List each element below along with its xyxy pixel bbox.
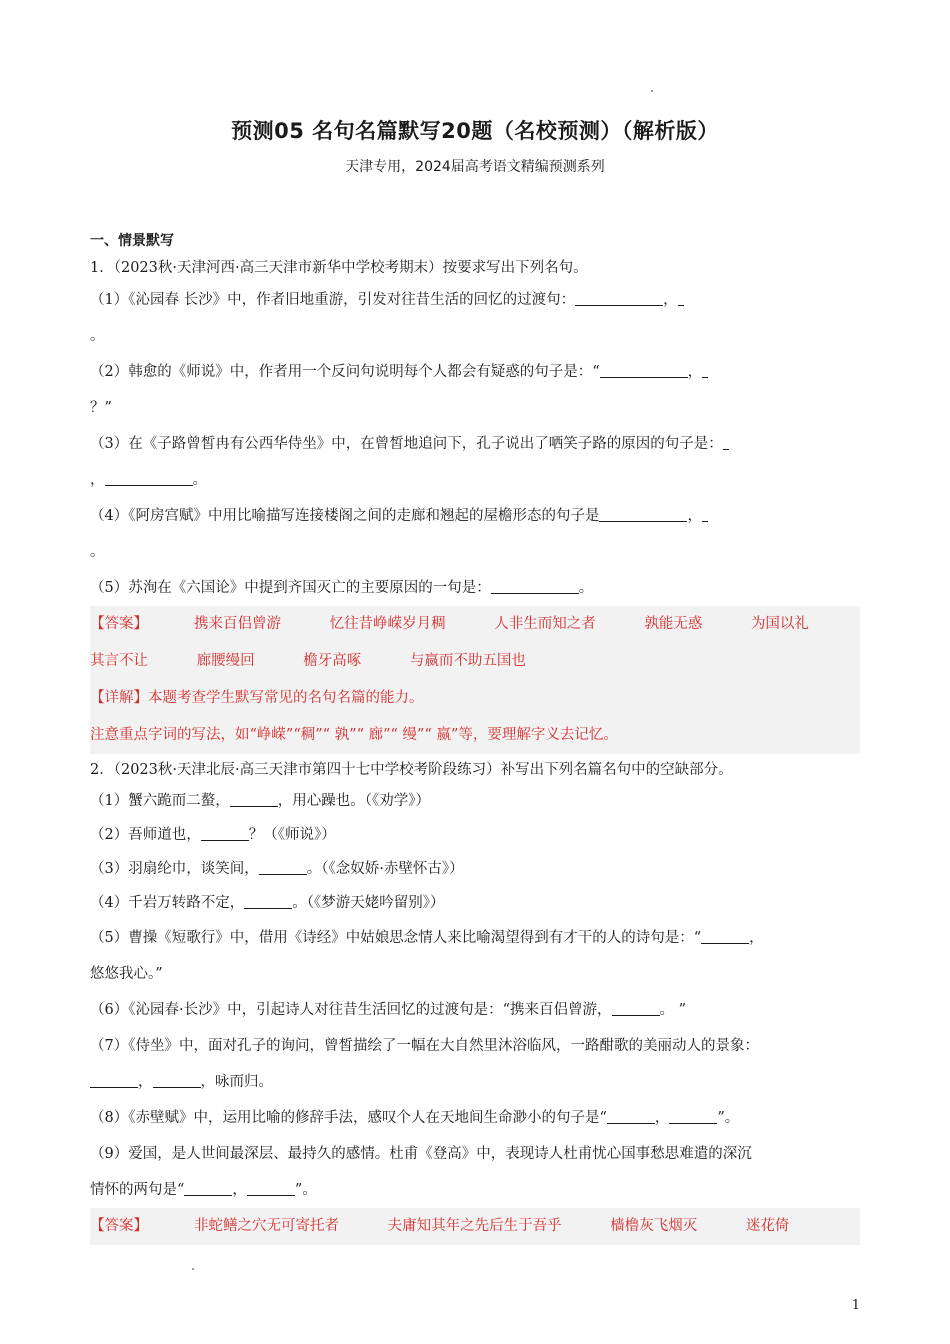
detail-tag: 【详解】 <box>90 690 148 706</box>
question-1-item-4-cont <box>90 534 860 570</box>
answer-blank <box>259 857 307 875</box>
question-2-item-6 <box>90 992 860 1028</box>
answer-blank <box>600 360 688 378</box>
question-1-item-1-cont <box>90 318 860 354</box>
answer-tag: 【答案】 <box>90 1218 148 1234</box>
item-text: 。 <box>90 544 105 560</box>
item-text: （6）《沁园春·长沙》中，引起诗人对往昔生活回忆的过渡句是：“携来百侣曾游， <box>90 1002 612 1018</box>
answer-blank <box>702 504 708 522</box>
answer-blank <box>678 288 684 306</box>
question-2-item-2 <box>90 818 860 852</box>
detail-line <box>90 680 860 717</box>
answer-item: 非蛇鳝之穴无可寄托者 <box>194 1218 339 1234</box>
item-text: 。（《梦游天姥吟留别》） <box>292 895 445 911</box>
item-text: ， <box>663 292 678 308</box>
item-text: （8）《赤壁赋》中，运用比喻的修辞手法，感叹个人在天地间生命渺小的句子是“ <box>90 1110 607 1126</box>
item-text: 。 <box>578 580 594 596</box>
item-text: ？（《师说》） <box>248 827 336 843</box>
item-text: 情怀的两句是“ <box>90 1182 185 1198</box>
answer-item: 迷花倚 <box>745 1218 790 1234</box>
answer-item: 樯橹灰飞烟灭 <box>610 1218 698 1234</box>
page-title: 预测05 名句名篇默写20题（名校预测）（解析版） <box>231 119 719 143</box>
answer-line-1 <box>90 606 860 643</box>
question-1-stem: 1．（2023秋·天津河西·高三天津市新华中学校考期末）按要求写出下列名句。 <box>90 260 588 276</box>
answer-blank <box>599 504 687 522</box>
question-2-item-1 <box>90 784 860 818</box>
answer-blank <box>612 998 660 1016</box>
question-1-item-1 <box>90 282 860 318</box>
question-1-answer-block <box>90 606 860 754</box>
item-text: 。 <box>192 472 207 488</box>
question-2-stem: 2．（2023秋·天津北辰·高三天津市第四十七中学校考阶段练习）补写出下列名篇名句中的空缺部分。 <box>90 762 733 778</box>
answer-item: 檐牙高啄 <box>303 653 362 669</box>
item-text: ， <box>90 472 105 488</box>
answer-blank <box>153 1070 201 1088</box>
item-text: ， <box>232 1182 247 1198</box>
answer-item: 与嬴而不助五国也 <box>409 653 526 669</box>
question-2-item-8 <box>90 1100 860 1136</box>
item-text: （3）在《子路曾皙冉有公西华侍坐》中，在曾皙地追问下，孔子说出了哂笑子路的原因的句子是： <box>90 436 723 452</box>
answer-item: 其言不让 <box>90 653 148 669</box>
item-text: （4）千岩万转路不定， <box>90 895 245 911</box>
item-text: ， <box>749 930 764 946</box>
answer-blank <box>669 1106 717 1124</box>
item-text: ？” <box>90 400 112 416</box>
question-2-item-9: （9）爱国，是人世间最深层、最持久的感情。杜甫《登高》中，表现诗人杜甫忧心国事愁思难遣的深沉 <box>90 1146 752 1162</box>
item-text: ，用心躁也。（《劝学》） <box>277 793 430 809</box>
item-text: （2）韩愈的《师说》中，作者用一个反问句说明每个人都会有疑惑的句子是：“ <box>90 364 600 380</box>
answer-blank <box>607 1106 655 1124</box>
item-text: （1）蟹六跪而二螯， <box>90 793 230 809</box>
item-text: ， <box>687 364 703 380</box>
answer-item: 忆往昔峥嵘岁月稠 <box>329 616 446 632</box>
answer-blank <box>244 891 292 909</box>
document-body <box>90 228 860 1245</box>
question-2-item-7-cont <box>90 1064 860 1100</box>
item-text: ， <box>687 508 702 524</box>
item-text: （3）羽扇纶巾，谈笑间， <box>90 861 259 877</box>
question-1-item-5 <box>90 570 860 606</box>
item-text: ”。 <box>717 1110 740 1126</box>
answer-blank <box>201 823 249 841</box>
item-text: ， <box>138 1074 153 1090</box>
item-text: （4）《阿房宫赋》中用比喻描写连接楼阁之间的走廊和翘起的屋檐形态的句子是 <box>90 508 600 524</box>
answer-blank <box>702 360 708 378</box>
answer-blank <box>491 576 579 594</box>
question-2-item-7: （7）《侍坐》中，面对孔子的询问，曾皙描绘了一幅在大自然里沐浴临风，一路酣歌的美丽动人的景象： <box>90 1038 759 1054</box>
section-heading: 一、情景默写 <box>90 233 174 249</box>
item-text: （5）苏洵在《六国论》中提到齐国灭亡的主要原因的一句是： <box>90 580 491 596</box>
scan-dot <box>192 1268 194 1270</box>
answer-line-2 <box>90 643 860 680</box>
detail-text: 本题考查学生默写常见的名句名篇的能力。 <box>148 690 424 706</box>
answer-tag: 【答案】 <box>90 616 148 632</box>
question-2-item-4 <box>90 886 860 920</box>
answer-blank <box>184 1178 232 1196</box>
answer-blank <box>701 926 749 944</box>
item-text: 。 <box>90 328 105 344</box>
answer-blank <box>230 789 278 807</box>
item-text: 。 ” <box>659 1002 687 1018</box>
question-1-item-4 <box>90 498 860 534</box>
note-line: 注意重点字词的写法，如“峥嵘”“稠”“ 孰”“ 廊”“ 缦”“ 嬴”等，要理解字义去记忆。 <box>90 727 618 743</box>
answer-blank <box>575 288 663 306</box>
answer-blank <box>90 1070 138 1088</box>
answer-blank <box>105 468 193 486</box>
question-1-item-3 <box>90 426 860 462</box>
question-1-item-2-cont <box>90 390 860 426</box>
question-2-item-3 <box>90 852 860 886</box>
item-text: ， <box>654 1110 670 1126</box>
item-text: ”。 <box>294 1182 317 1198</box>
item-text: （2）吾师道也， <box>90 827 201 843</box>
question-2-item-5 <box>90 920 860 956</box>
answer-item: 携来百侣曾游 <box>194 616 281 632</box>
answer-blank <box>723 432 729 450</box>
question-1-item-2 <box>90 354 860 390</box>
page-subtitle: 天津专用，2024届高考语文精编预测系列 <box>345 159 605 175</box>
answer-item: 孰能无惑 <box>644 616 703 632</box>
question-2-item-5-cont: 悠悠我心。” <box>90 966 163 982</box>
question-2-item-9-cont <box>90 1172 860 1208</box>
answer-item: 夫庸知其年之先后生于吾乎 <box>387 1218 562 1234</box>
answer-item: 廊腰缦回 <box>196 653 255 669</box>
answer-blank <box>247 1178 295 1196</box>
page-number: 1 <box>851 1298 860 1313</box>
question-1-item-3-cont <box>90 462 860 498</box>
question-2-answer-block <box>90 1208 860 1245</box>
scan-dot <box>651 90 653 92</box>
item-text: （1）《沁园春 长沙》中，作者旧地重游，引发对往昔生活的回忆的过渡句： <box>90 292 576 308</box>
item-text: （5）曹操《短歌行》中，借用《诗经》中姑娘思念情人来比喻渴望得到有才干的人的诗句是：“ <box>90 930 702 946</box>
item-text: ，咏而归。 <box>200 1074 273 1090</box>
answer-item: 人非生而知之者 <box>494 616 596 632</box>
answer-item: 为国以礼 <box>750 616 809 632</box>
answer-line-1 <box>90 1208 860 1245</box>
item-text: 。（《念奴娇·赤壁怀古》） <box>306 861 464 877</box>
